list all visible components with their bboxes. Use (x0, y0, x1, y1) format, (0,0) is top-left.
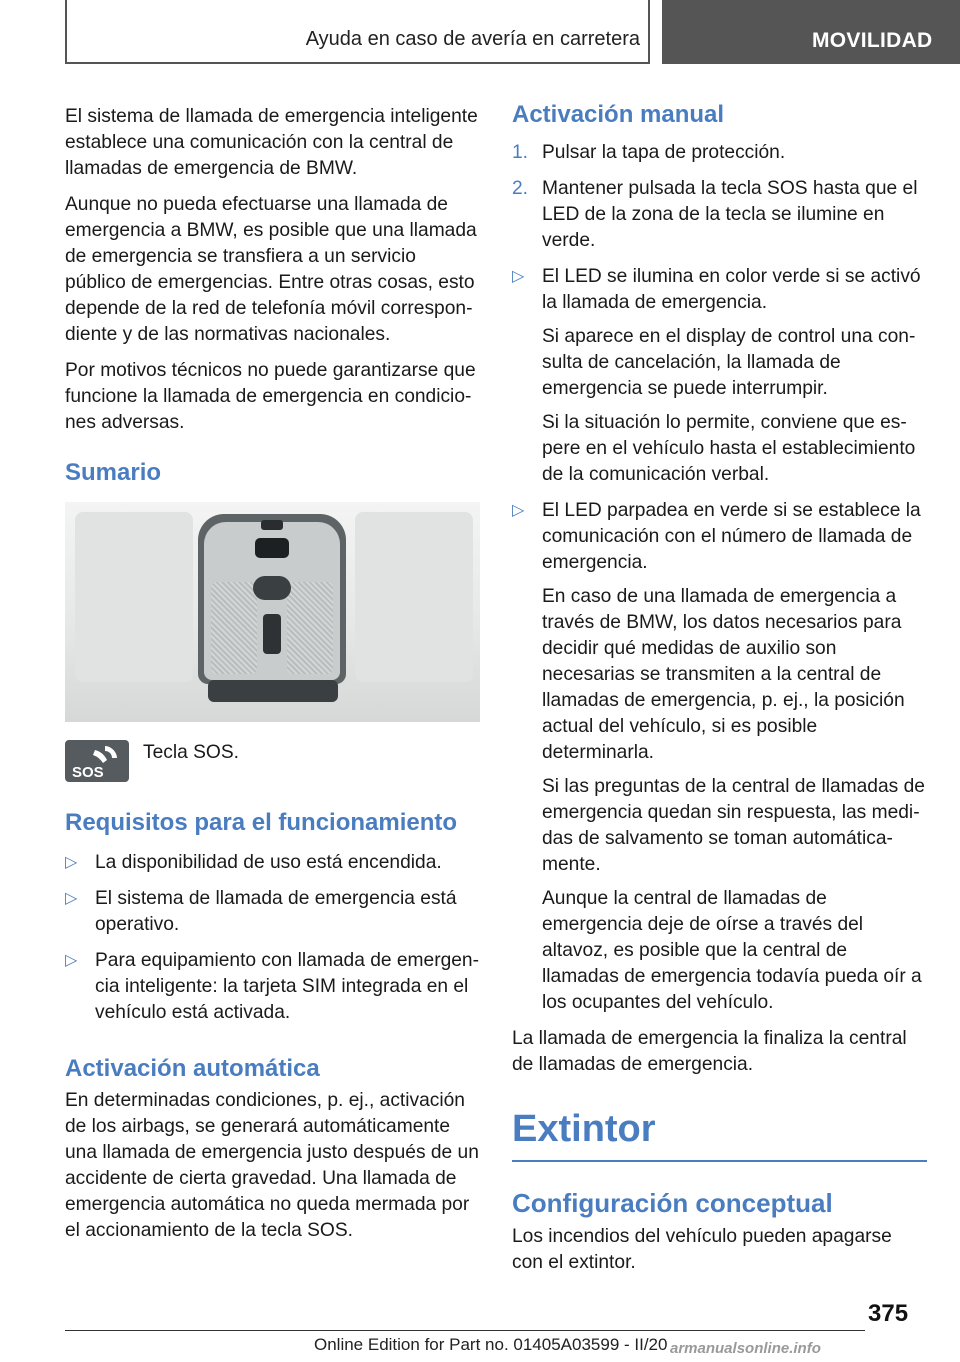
list-item: ▷ El sistema de llamada de emergencia está operativo. (65, 886, 480, 938)
closing-paragraph: La llamada de emergencia la finaliza la central de llamadas de emergencia. (512, 1028, 907, 1075)
page-number: 375 (868, 1300, 909, 1327)
step-number: 1. (512, 142, 529, 163)
requisitos-heading: Requisitos para el funcionamiento (65, 809, 458, 836)
manual-result-list (512, 264, 927, 1016)
bullet-text: ▷ El LED parpadea en verde si se establece la comunicación con el número de llamada de emergencia. (542, 500, 921, 573)
intro-paragraph-2: Aunque no pueda efectuarse una llamada de emergencia a BMW, es posible que una llamada de emergencia se transfiera a un servicio público de emergencias. Entre otras cosas, esto depende de la red de telefonía móvil correspondiente y de las normativas nacionales. (65, 194, 477, 345)
watermark: armanualsonline.info (670, 1340, 821, 1357)
configuracion-text: Los incendios del vehículo pueden apagarse con el extintor. (512, 1226, 892, 1273)
sos-phone-icon (65, 740, 129, 782)
step-text: Pulsar la tapa de protección. (542, 142, 786, 163)
edition-footer: Online Edition for Part no. 01405A03599 - II/20 (314, 1335, 668, 1354)
list-item (512, 498, 927, 1016)
list-item (512, 176, 927, 254)
header-chapter-tab: MOVILIDAD (662, 0, 960, 64)
extintor-heading: Extintor (512, 1106, 927, 1162)
overhead-console-image (65, 502, 480, 722)
bullet-subtext: Si la situación lo permite, conviene que espere en el vehículo hasta el establecimiento de la comunicación verbal. (542, 412, 916, 485)
bullet-subtext: Si aparece en el display de control una consulta de cancelación, la llamada de emergencia se puede interrumpir. (542, 326, 916, 399)
intro-paragraph-1: El sistema de llamada de emergencia inteligente establece una comunicación con la central de llamadas de emergencia de BMW. (65, 106, 478, 179)
sos-icon-label: SOS (72, 764, 104, 781)
sos-caption: Tecla SOS. (143, 742, 239, 763)
right-column (512, 101, 927, 1286)
requisitos-list (65, 850, 480, 1026)
sos-key-legend (65, 740, 480, 782)
header-section-title: Ayuda en caso de avería en carretera (305, 28, 640, 50)
intro-paragraph-3: Por motivos técnicos no puede garantizarse que funcione la llamada de emergencia en condiciones adversas. (65, 360, 476, 433)
list-item: ▷ La disponibilidad de uso está encendida. (65, 850, 480, 876)
bullet-subtext: En caso de una llamada de emergencia a través de BMW, los datos necesarios para decidir qué medidas de auxilio son necesarias se transmiten a la central de llamadas de emergencia, p. ej., la posición actual del vehículo, si es posible determinarla. (542, 586, 905, 763)
activacion-automatica-text: En determinadas condiciones, p. ej., activación de los airbags, se generará automáticamente una llamada de emergencia justo después de un accidente de cierta gravedad. Una llamada de emergencia automática no queda mermada por el accionamiento de la tecla SOS. (65, 1090, 479, 1241)
step-text: Mantener pulsada la tecla SOS hasta que el LED de la zona de la tecla se ilumine en verde. (542, 178, 918, 251)
activacion-manual-heading: Activación manual (512, 101, 725, 128)
step-number: 2. (512, 178, 529, 199)
bullet-subtext: Si las preguntas de la central de llamadas de emergencia quedan sin respuesta, las medidas de salvamento se toman automáticamente. (542, 776, 925, 875)
footer-divider (65, 1330, 865, 1331)
list-item: ▷ Para equipamiento con llamada de emergencia inteligente: la tarjeta SIM integrada en el vehículo está activada. (65, 948, 480, 1026)
list-item (512, 264, 927, 488)
manual-steps-list (512, 140, 927, 254)
configuracion-heading: Configuración conceptual (512, 1188, 833, 1218)
list-item (512, 140, 927, 166)
bullet-subtext: Aunque la central de llamadas de emergencia deje de oírse a través del altavoz, es posible que la central de llamadas de emergencia todavía pueda oír a los ocupantes del vehículo. (542, 888, 922, 1013)
activacion-automatica-heading: Activación automática (65, 1055, 320, 1082)
bullet-text: ▷ El LED se ilumina en color verde si se activó la llamada de emergencia. (542, 266, 921, 313)
left-column (65, 104, 480, 1254)
sumario-heading: Sumario (65, 459, 162, 486)
